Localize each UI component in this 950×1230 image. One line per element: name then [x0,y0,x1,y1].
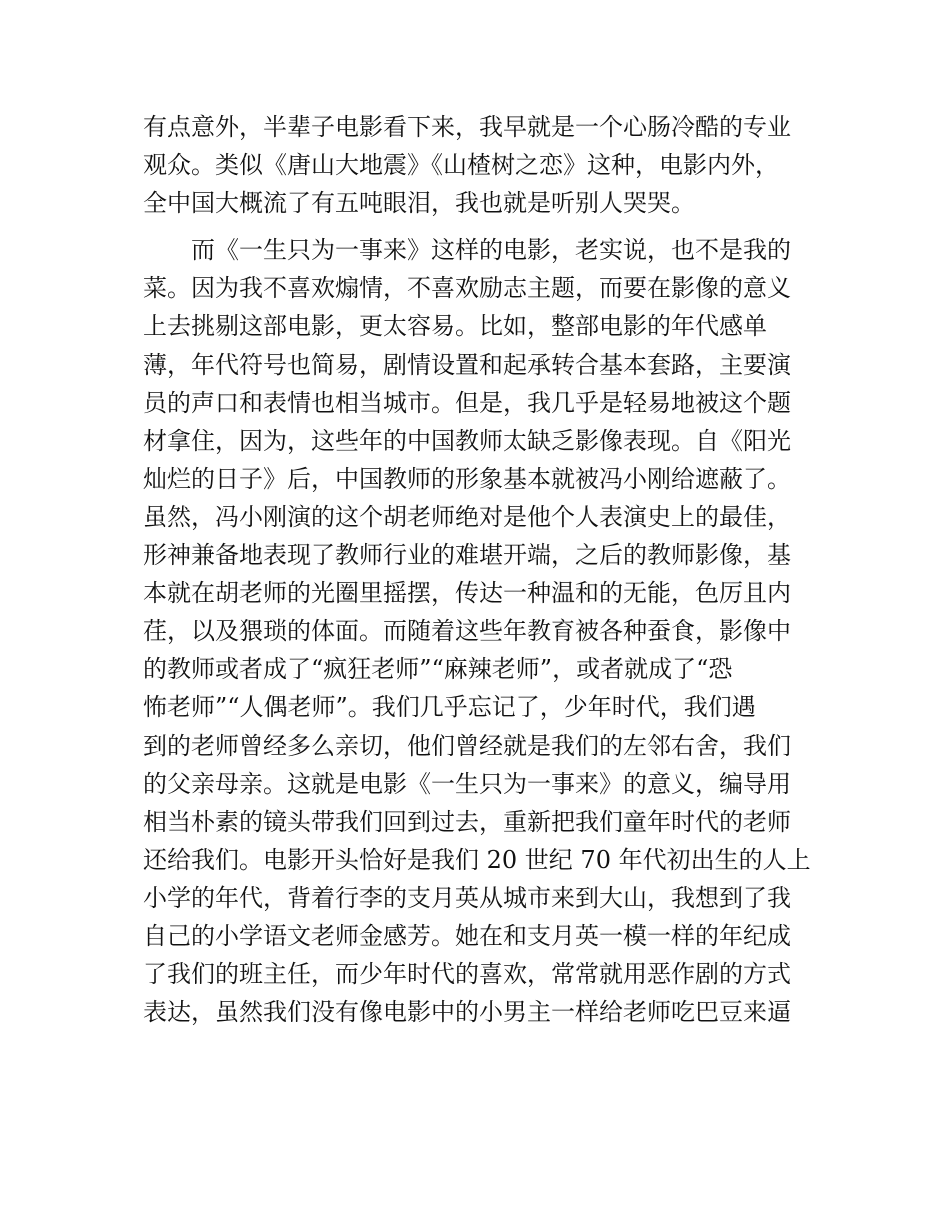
text-line: 上去挑剔这部电影，更太容易。比如，整部电影的年代感单 [143,312,767,341]
paragraph-1 [143,108,823,222]
text-line: 全中国大概流了有五吨眼泪，我也就是听别人哭哭。 [143,189,695,218]
text-line: 员的声口和表情也相当城市。但是，我几乎是轻易地被这个题 [143,388,791,417]
text-line: 荏，以及猥琐的体面。而随着这些年教育被各种蚕食，影像中 [143,617,791,646]
text-line: 虽然，冯小刚演的这个胡老师绝对是他个人表演史上的最佳， [143,502,791,531]
text-line: 的父亲母亲。这就是电影《一生只为一事来》的意义，编导用 [143,769,791,798]
paragraph-gap [143,222,823,231]
text-line: 有点意外，半辈子电影看下来，我早就是一个心肠冷酷的专业 [143,113,791,141]
text-line: 自己的小学语文老师金感芳。她在和支月英一模一样的年纪成 [143,921,791,950]
paragraph-2 [143,231,823,1031]
text-line: 表达，虽然我们没有像电影中的小男主一样给老师吃巴豆来逼 [143,998,791,1027]
text-line: 的教师或者成了“疯狂老师”“麻辣老师”，或者就成了“恐 [143,655,733,684]
text-line: 菜。因为我不喜欢煽情，不喜欢励志主题，而要在影像的意义 [143,274,791,303]
text-line: 了我们的班主任，而少年时代的喜欢，常常就用恶作剧的方式 [143,960,791,989]
text-line: 相当朴素的镜头带我们回到过去，重新把我们童年时代的老师 [143,807,791,836]
text-line: 材拿住，因为，这些年的中国教师太缺乏影像表现。自《阳光 [143,426,791,455]
text-line: 小学的年代，背着行李的支月英从城市来到大山，我想到了我 [143,883,791,912]
text-line: 到的老师曾经多么亲切，他们曾经就是我们的左邻右舍，我们 [143,731,791,760]
text-line: 薄，年代符号也简易，剧情设置和起承转合基本套路，主要演 [143,350,791,379]
text-line: 而《一生只为一事来》这样的电影，老实说，也不是我的 [143,236,791,265]
text-line: 观众。类似《唐山大地震》《山楂树之恋》这种，电影内外， [143,151,779,180]
text-line: 怖老师”“人偶老师”。我们几乎忘记了，少年时代，我们遇 [143,693,756,722]
text-line: 本就在胡老师的光圈里摇摆，传达一种温和的无能，色厉且内 [143,579,791,608]
article-body [143,108,823,1031]
text-line: 灿烂的日子》后，中国教师的形象基本就被冯小刚给遮蔽了。 [143,464,791,493]
text-line: 形神兼备地表现了教师行业的难堪开端，之后的教师影像，基 [143,541,791,570]
text-line: 还给我们。电影开头恰好是我们 20 世纪 70 年代初出生的人上 [143,845,811,874]
